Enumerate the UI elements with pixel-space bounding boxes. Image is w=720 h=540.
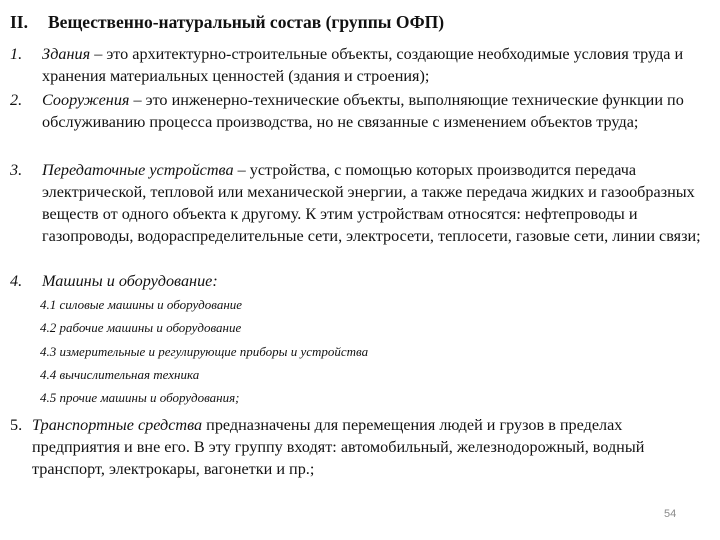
list-item-text	[42, 89, 718, 133]
list-item-description: – устройства, с помощью которых производится передача электрической, тепловой или механической энергии, а также передача жидких и газообразных веществ от одного объекта к другому. К этим устройствам относятся: нефтепроводы и газопроводы, водораспределительные сети, электросети, теплосети, газовые сети, линии связи;	[42, 161, 701, 245]
list-item-term: Здания	[42, 45, 91, 63]
list-item-number: 3.	[10, 161, 23, 179]
sub-list-item: 4.3 измерительные и регулирующие приборы и устройства	[40, 344, 369, 359]
list-item-description: предназначены для перемещения людей и грузов в пределах предприятия и вне его. В эту группу входят: автомобильный, железнодорожный, водный транспорт, электрокары, вагонетки и пр.;	[32, 416, 645, 478]
sub-list-item: 4.1 силовые машины и оборудование	[40, 297, 243, 312]
list-item-number: 1.	[10, 45, 23, 63]
sub-list-item: 4.5 прочие машины и оборудования;	[40, 390, 240, 405]
section-heading	[10, 12, 444, 33]
list-item-description: – это архитектурно-строительные объекты, создающие необходимые условия труда и хранения материальных ценностей (здания и строения);	[42, 45, 684, 85]
list-item-term: Машины и оборудование:	[42, 272, 218, 290]
sub-list-item: 4.4 вычислительная техника	[40, 367, 200, 382]
list-item-term: Сооружения	[42, 91, 130, 109]
list-item-text	[42, 270, 718, 292]
list-item-term: Транспортные средства	[32, 416, 203, 434]
list-item-text	[32, 414, 712, 480]
list-item-term: Передаточные устройства	[42, 161, 234, 179]
list-item-number: 4.	[10, 272, 23, 290]
sub-list-item: 4.2 рабочие машины и оборудование	[40, 320, 242, 335]
list-item-number: 5.	[10, 416, 23, 434]
list-item-description: – это инженерно-технические объекты, выполняющие технические функции по обслуживанию процесса производства, но не связанные с изменением объектов труда;	[42, 91, 684, 131]
section-number: II.	[10, 12, 28, 32]
list-item-text	[42, 43, 718, 87]
page-number: 54	[664, 508, 677, 520]
list-item-number: 2.	[10, 91, 23, 109]
list-item-text	[42, 159, 718, 247]
section-title: Вещественно-натуральный состав (группы ОФП)	[48, 12, 445, 32]
